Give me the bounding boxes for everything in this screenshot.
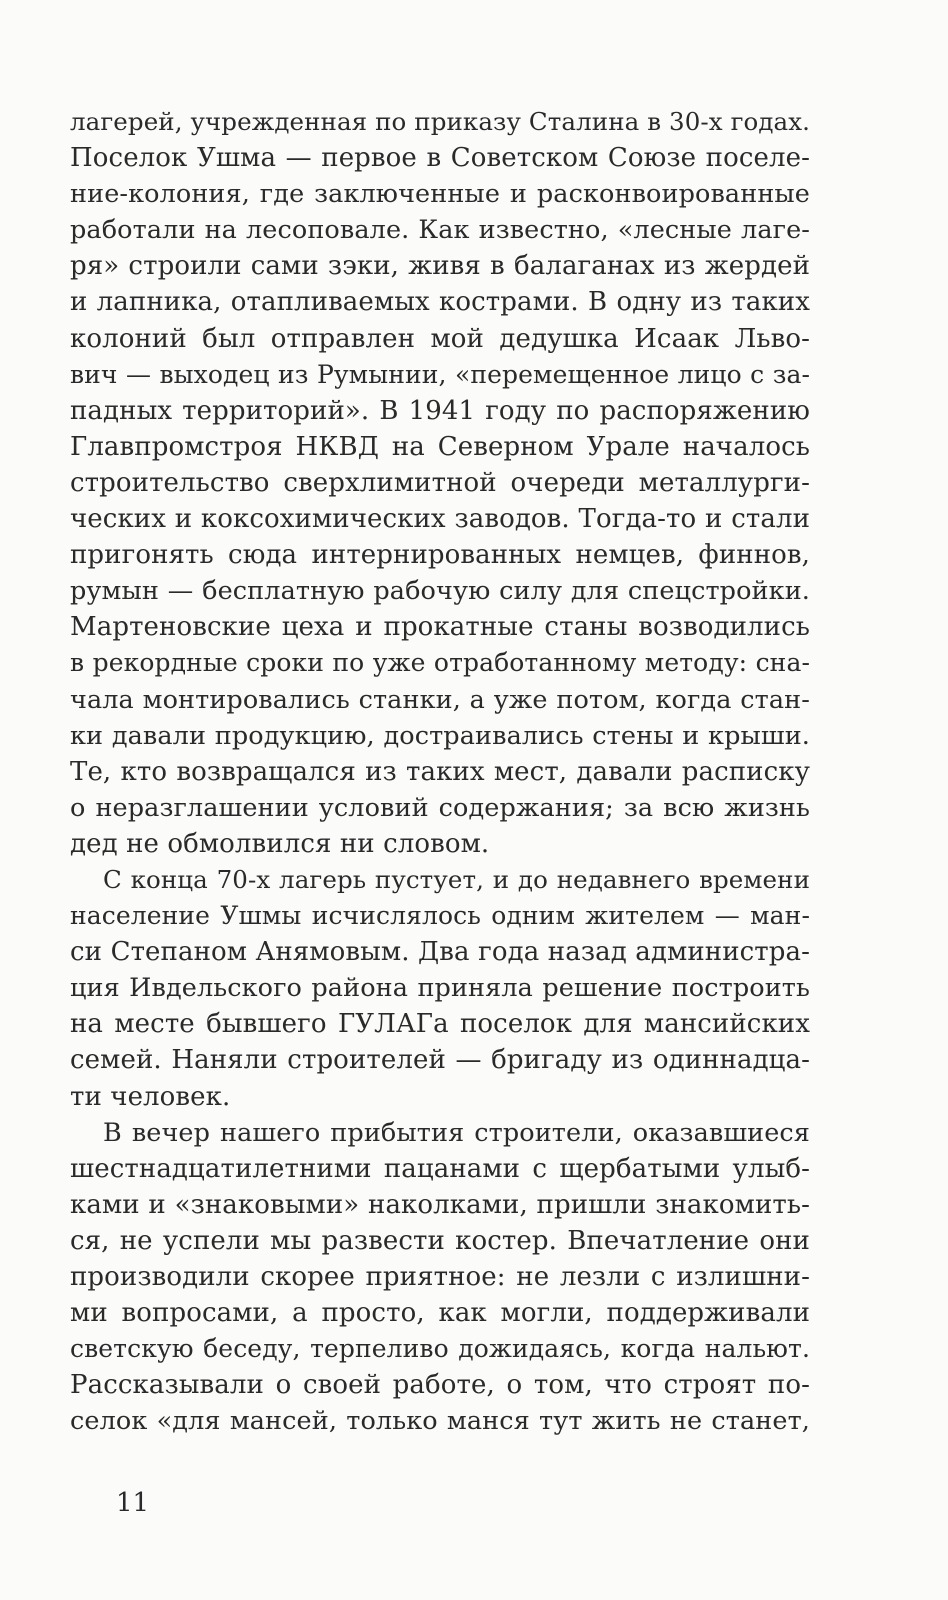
text-line: ря» строили сами зэки, живя в балаганах из жердей xyxy=(70,251,810,282)
text-line: семей. Наняли строителей — бригаду из одиннадца- xyxy=(70,1045,810,1076)
text-line: в рекордные сроки по уже отработанному методу: сна- xyxy=(70,648,810,678)
text-line: падных территорий». В 1941 году по распоряжению xyxy=(70,395,810,426)
text-line: ция Ивдельского района приняла решение построить xyxy=(70,973,810,1004)
text-line: шестнадцатилетними пацанами с щербатыми улыб- xyxy=(70,1153,810,1184)
text-line: селок «для мансей, только манся тут жить не станет, xyxy=(70,1406,810,1437)
text-line: Мартеновские цеха и прокатные станы возводились xyxy=(70,612,810,643)
text-line: Поселок Ушма — первое в Советском Союзе поселе- xyxy=(70,143,810,174)
text-line: лагерей, учрежденная по приказу Сталина в 30-х годах. xyxy=(70,107,811,136)
text-line: и лапника, отапливаемых кострами. В одну из таких xyxy=(70,287,810,318)
text-line: колоний был отправлен мой дедушка Исаак Льво- xyxy=(70,323,810,354)
text-line: ми вопросами, а просто, как могли, поддерживали xyxy=(70,1298,810,1329)
text-line: население Ушмы исчислялось одним жителем — ман- xyxy=(70,901,810,931)
text-line: ческих и коксохимических заводов. Тогда-то и стали xyxy=(70,504,810,535)
text-line: ками и «знаковыми» наколками, пришли знакомить- xyxy=(70,1189,810,1220)
text-line: Главпромстроя НКВД на Северном Урале началось xyxy=(70,431,810,462)
page-number: 11 xyxy=(116,1488,150,1518)
body-text xyxy=(70,104,810,1439)
text-line: чала монтировались станки, а уже потом, когда стан- xyxy=(70,684,810,715)
text-line: С конца 70-х лагерь пустует, и до недавнего времени xyxy=(103,864,810,894)
text-line: В вечер нашего прибытия строители, оказавшиеся xyxy=(103,1117,810,1148)
text-line: Рассказывали о своей работе, о том, что строят по- xyxy=(70,1370,810,1401)
text-line: си Степаном Анямовым. Два года назад администра- xyxy=(70,937,810,968)
text-line: ти человек. xyxy=(70,1081,231,1112)
text-line: производили скорее приятное: не лезли с излишни- xyxy=(70,1262,810,1292)
text-line: вич — выходец из Румынии, «перемещенное лицо с за- xyxy=(70,359,810,389)
paragraph xyxy=(70,104,810,862)
paragraph xyxy=(70,1115,810,1440)
text-line: румын — бесплатную рабочую силу для спецстройки. xyxy=(70,576,810,607)
text-line: строительство сверхлимитной очереди металлурги- xyxy=(70,467,810,498)
text-line: светскую беседу, терпеливо дожидаясь, когда нальют. xyxy=(70,1334,810,1364)
paragraph xyxy=(70,862,810,1115)
text-line: ние-колония, где заключенные и расконвоированные xyxy=(70,179,810,210)
text-line: пригонять сюда интернированных немцев, финнов, xyxy=(70,540,810,571)
text-line: ся, не успели мы развести костер. Впечатление они xyxy=(70,1225,810,1256)
text-line: на месте бывшего ГУЛАГа поселок для мансийских xyxy=(70,1009,810,1040)
text-line: ки давали продукцию, достраивались стены и крыши. xyxy=(70,720,810,751)
text-line: дед не обмолвился ни словом. xyxy=(70,828,490,859)
text-line: Те, кто возвращался из таких мест, давали расписку xyxy=(70,756,810,787)
text-line: работали на лесоповале. Как известно, «лесные лаге- xyxy=(70,215,810,246)
text-line: о неразглашении условий содержания; за всю жизнь xyxy=(70,792,810,823)
